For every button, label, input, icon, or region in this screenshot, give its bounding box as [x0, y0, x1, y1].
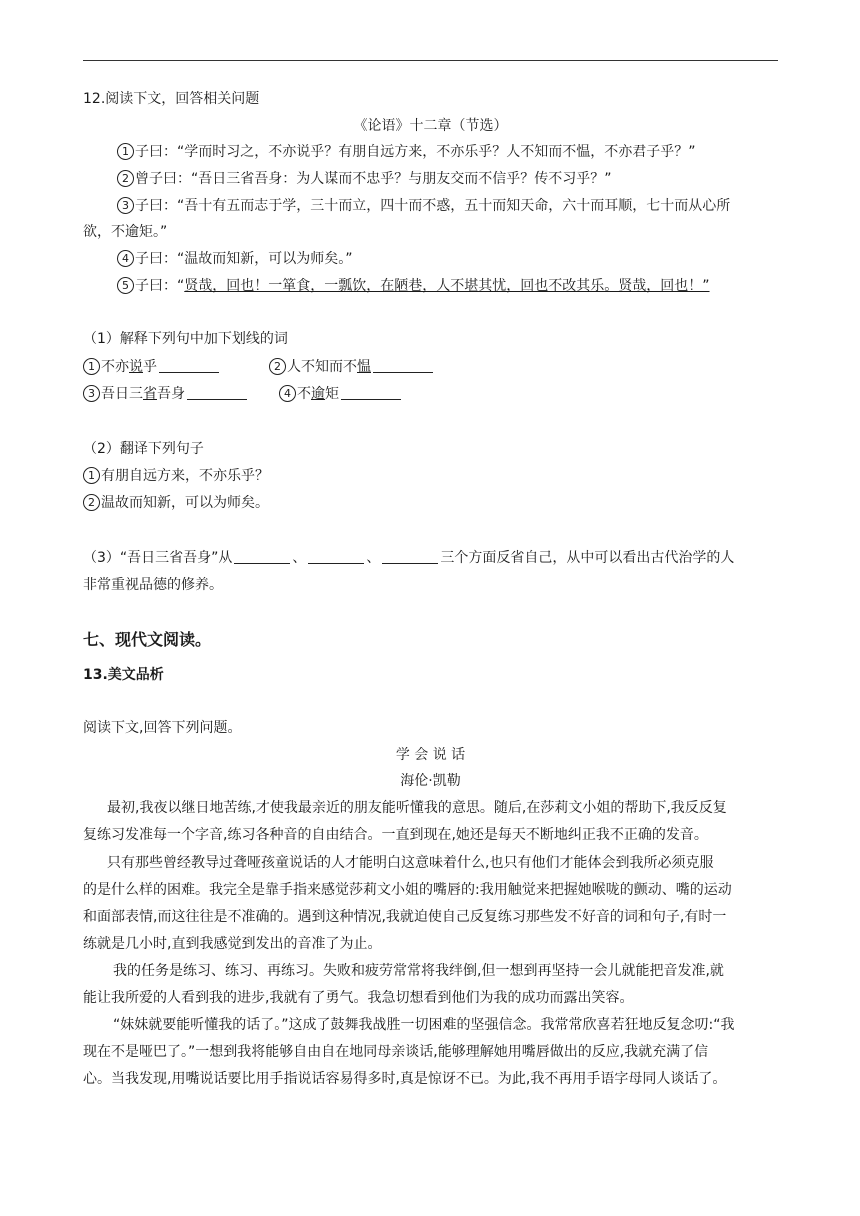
circled-number: 3 — [117, 197, 134, 214]
underlined-word: 逾 — [311, 386, 325, 402]
part2-label: （2）翻译下列句子 — [83, 441, 204, 457]
word-item-3: 3 吾日三省吾身 — [83, 386, 249, 402]
answer-blank[interactable] — [187, 385, 247, 400]
article-title: 学 会 说 话 — [395, 747, 466, 763]
circled-number: 1 — [83, 467, 100, 484]
q12-item-3 — [83, 195, 778, 215]
article-paragraph-2: 只有那些曾经教导过聋哑孩童说话的人才能明白这意味着什么,也只有他们才能体会到我所必须克服 的是什么样的困难。我完全是靠手指来感觉莎莉文小姐的嘴唇的:我用触觉来把握她喉咙的颤动、嘴的运动 和面部表情,而这往往是不准确的。遇到这种情况,我就迫使自己反复练习那些发不好音的词和句子,有时一 练就是几小时,直到我感觉到发出的音准了为止。 — [83, 855, 732, 952]
answer-blank[interactable] — [382, 549, 438, 564]
part1-row-1 — [83, 356, 778, 376]
q13-heading: 13.美文品析 — [83, 667, 164, 683]
q12-item-text: 子曰：“温故而知新，可以为师矣。” — [135, 251, 353, 267]
part2-sentence-2: 2 温故而知新，可以为师矣。 — [83, 492, 778, 512]
underlined-word: 说 — [129, 359, 143, 375]
circled-number: 4 — [117, 250, 134, 267]
answer-blank[interactable] — [341, 385, 401, 400]
circled-number: 5 — [117, 277, 134, 294]
article-author: 海伦·凯勒 — [400, 773, 461, 789]
header-rule — [83, 60, 778, 61]
answer-blank[interactable] — [308, 549, 364, 564]
circled-number: 2 — [117, 170, 134, 187]
word-item-4: 4 不逾矩 — [279, 383, 403, 403]
q12-heading: 12.阅读下文，回答相关问题 — [83, 91, 260, 107]
q12-item-3-continuation: 欲，不逾矩。” — [83, 224, 168, 240]
article-paragraph-4: “妹妹就要能听懂我的话了。”这成了鼓舞我战胜一切困难的坚强信念。我常常欣喜若狂地反复念叨:“我 现在不是哑巴了。”一想到我将能够自由自在地同母亲谈话,能够理解她用嘴唇做出的反应,我就充满了信 心。当我发现,用嘴说话要比用手指说话容易得多时,真是惊讶不已。为此,我不再用手语字母同人谈话了。 — [83, 1017, 735, 1087]
article-paragraph-1: 最初,我夜以继日地苦练,才使我最亲近的朋友能听懂我的意思。随后,在莎莉文小姐的帮助下,我反反复 复练习发准每一个字音,练习各种音的自由结合。一直到现在,她还是每天不断地纠正我不正确的发音。 — [83, 800, 727, 843]
article-paragraph-3: 我的任务是练习、练习、再练习。失败和疲劳常常将我绊倒,但一想到再坚持一会儿就能把音发准,就 能让我所爱的人看到我的进步,我就有了勇气。我急切想看到他们为我的成功而露出笑容。 — [83, 963, 724, 1006]
part1-row-2 — [83, 383, 778, 403]
q12-item-2 — [83, 168, 778, 188]
word-item-1: 1 不亦说乎 — [83, 359, 221, 375]
part1-label: （1）解释下列句中加下划线的词 — [83, 331, 288, 347]
answer-blank[interactable] — [373, 358, 433, 373]
q12-item-text: 子曰：“吾十有五而志于学，三十而立，四十而不惑，五十而知天命，六十而耳顺，七十而从心所 — [135, 198, 731, 214]
q12-item-1 — [83, 141, 778, 161]
circled-number: 1 — [117, 143, 134, 160]
q12-item-text: 子曰：“学而时习之，不亦说乎？有朋自远方来，不亦乐乎？人不知而不愠，不亦君子乎？” — [135, 144, 696, 160]
part3-line-1: （3）“吾日三省吾身”从 、 、 三个方面反省自己，从中可以看出古代治学的人 — [83, 550, 735, 566]
q12-item-5 — [83, 275, 778, 295]
part3-line-2: 非常重视品德的修养。 — [83, 577, 223, 593]
answer-blank[interactable] — [159, 358, 219, 373]
word-item-2: 2 人不知而不愠 — [269, 356, 435, 376]
q12-title: 《论语》十二章（节选） — [353, 118, 508, 134]
section-7-heading: 七、现代文阅读。 — [83, 630, 212, 649]
document-page — [83, 0, 778, 1216]
underlined-word: 省 — [143, 386, 157, 402]
circled-number: 2 — [269, 358, 286, 375]
q12-item-4 — [83, 248, 778, 268]
q12-item-text: 曾子曰：“吾日三省吾身：为人谋而不忠乎？与朋友交而不信乎？传不习乎？” — [135, 171, 612, 187]
q12-item-text-underlined: 贤哉，回也！一箪食，一瓢饮，在陋巷，人不堪其忧，回也不改其乐。贤哉，回也！” — [184, 278, 710, 294]
circled-number: 1 — [83, 358, 100, 375]
circled-number: 4 — [279, 385, 296, 402]
answer-blank[interactable] — [234, 549, 290, 564]
circled-number: 2 — [83, 494, 100, 511]
circled-number: 3 — [83, 385, 100, 402]
underlined-word: 愠 — [357, 359, 371, 375]
q12-item-text-prefix: 子曰：“ — [135, 278, 185, 294]
part2-sentence-1: 1 有朋自远方来，不亦乐乎？ — [83, 465, 778, 485]
q13-instruction: 阅读下文,回答下列问题。 — [83, 720, 242, 736]
